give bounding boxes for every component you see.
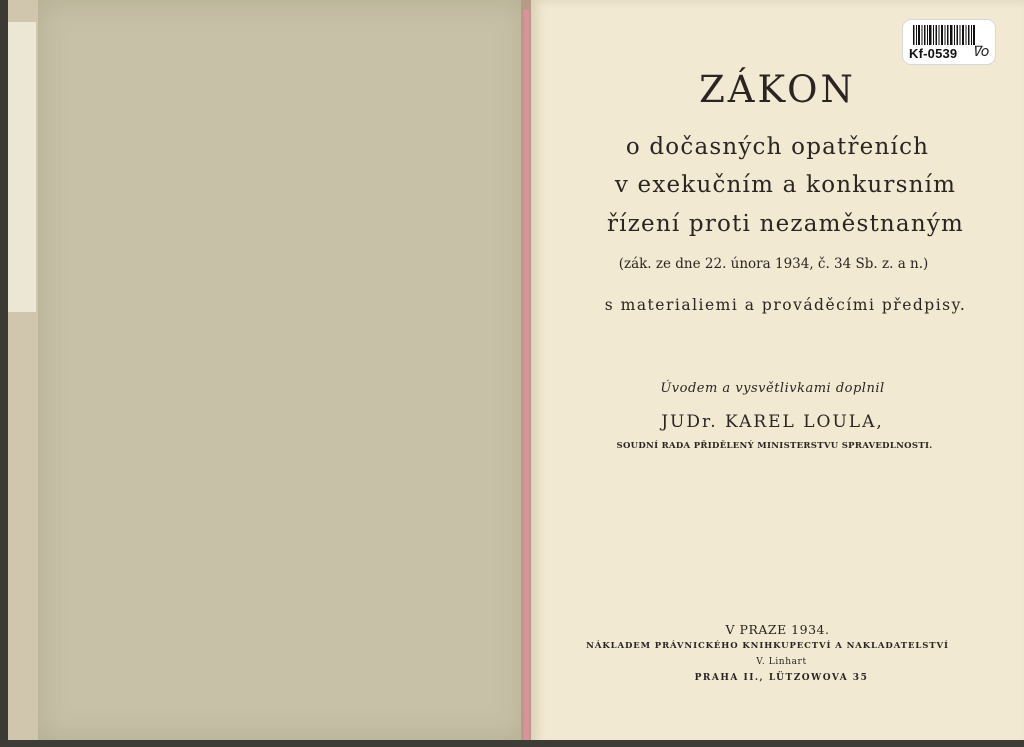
intro-note: Úvodem a vysvětlivkami doplnil bbox=[660, 381, 885, 396]
scan-bottom-edge bbox=[0, 740, 1024, 747]
cover-board-edge bbox=[8, 0, 38, 747]
subtitle-line-1: o dočasných opatřeních bbox=[625, 134, 930, 160]
law-citation: (zák. ze dne 22. února 1934, č. 34 Sb. z. a n.) bbox=[618, 256, 929, 272]
subtitle-line-2: v exekučním a konkursním bbox=[614, 172, 957, 198]
handwritten-note: ߜo bbox=[972, 44, 990, 60]
author-name: JUDr. KAREL LOULA, bbox=[661, 412, 884, 432]
place-year: V PRAZE 1934. bbox=[725, 622, 830, 637]
subtitle-line-3: řízení proti nezaměstnaným bbox=[606, 211, 965, 237]
spine-binding-strip bbox=[524, 10, 529, 740]
publisher: NÁKLADEM PRÁVNICKÉHO KNIHKUPECTVÍ A NAKLADATELSTVÍ bbox=[586, 641, 949, 651]
publisher-owner: V. Linhart bbox=[756, 657, 807, 667]
cover-board-highlight bbox=[8, 22, 36, 312]
publisher-address: PRAHA II., LÜTZOWOVA 35 bbox=[694, 673, 869, 683]
author-role: SOUDNÍ RADA PŘIDĚLENÝ MINISTERSTVU SPRAVEDLNOSTI. bbox=[616, 441, 933, 451]
materials-note: s materialiemi a prováděcími předpisy. bbox=[604, 296, 967, 314]
title-page bbox=[531, 0, 1024, 747]
library-label bbox=[902, 19, 996, 65]
barcode-icon bbox=[913, 25, 975, 45]
left-endpaper bbox=[38, 0, 526, 740]
page-title: ZÁKON bbox=[699, 68, 856, 111]
library-signature: Kf-0539 bbox=[909, 46, 958, 61]
